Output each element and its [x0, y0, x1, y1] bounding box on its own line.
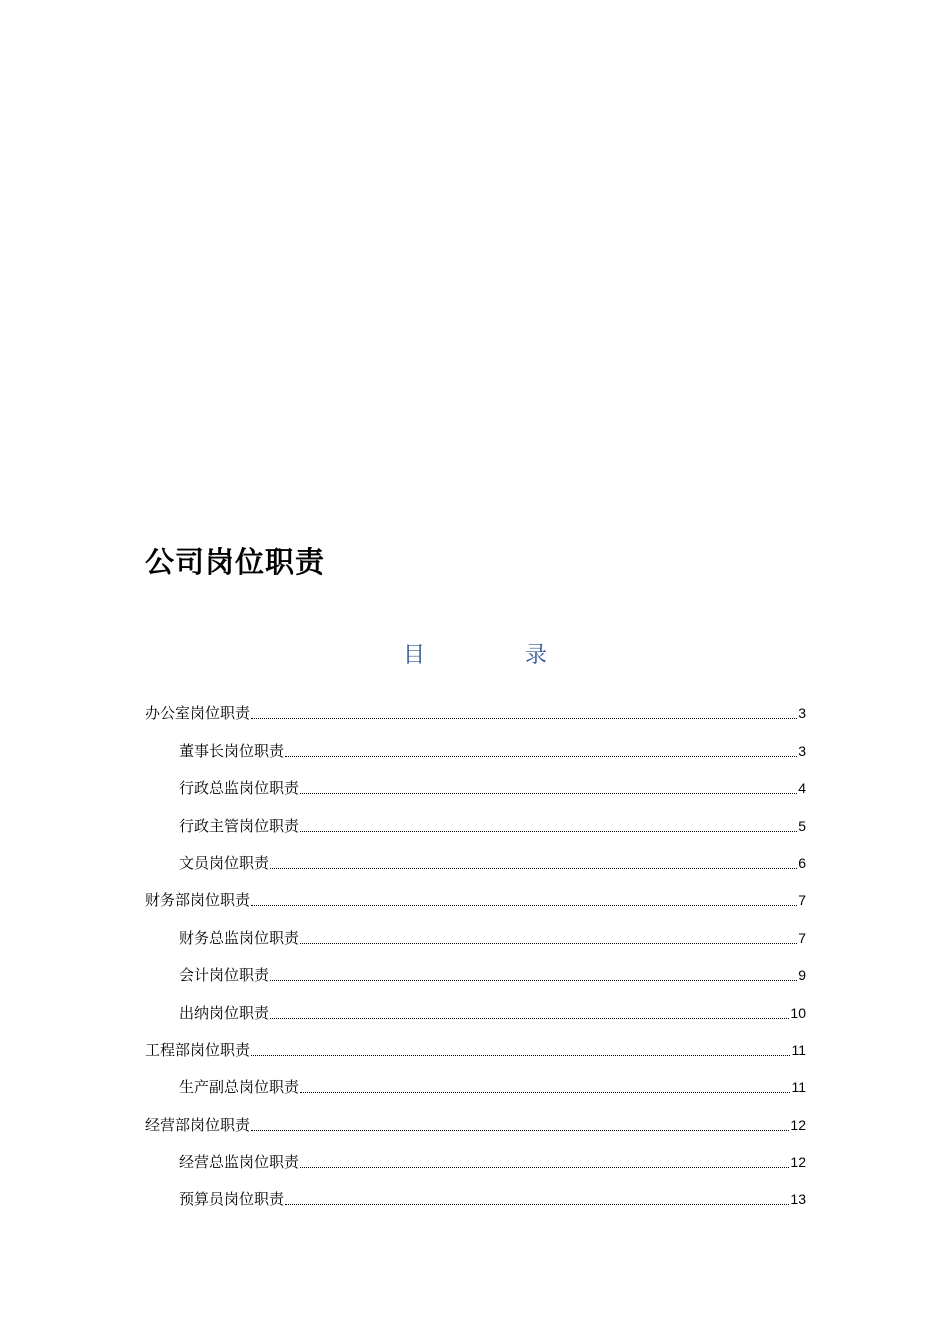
toc-dot-leader	[251, 1055, 790, 1056]
toc-dot-leader	[300, 1092, 790, 1093]
toc-entry-label: 会计岗位职责	[179, 966, 270, 985]
toc-entry-label: 文员岗位职责	[179, 853, 270, 872]
toc-dot-leader	[300, 831, 797, 832]
toc-entry[interactable]	[145, 910, 806, 947]
toc-entry-label: 财务部岗位职责	[145, 891, 251, 910]
toc-entry[interactable]	[145, 723, 806, 760]
toc-dot-leader	[270, 980, 797, 981]
toc-entry[interactable]	[145, 1097, 806, 1134]
toc-entry-page-number: 11	[791, 1079, 806, 1096]
toc-dot-leader	[251, 905, 797, 906]
toc-entry-page-number: 11	[791, 1041, 806, 1058]
toc-entry-label: 生产副总岗位职责	[179, 1078, 300, 1097]
toc-entry[interactable]	[145, 1023, 806, 1060]
toc-entry-label: 经营总监岗位职责	[179, 1153, 300, 1172]
toc-entry-label: 办公室岗位职责	[145, 704, 251, 723]
toc-entry-page-number: 7	[798, 892, 806, 909]
toc-entry-label: 工程部岗位职责	[145, 1040, 251, 1059]
toc-entry-label: 行政主管岗位职责	[179, 816, 300, 835]
toc-entry-page-number: 7	[798, 929, 806, 946]
toc-entry[interactable]	[145, 798, 806, 835]
toc-dot-leader	[251, 1130, 789, 1131]
toc-dot-leader	[300, 943, 797, 944]
toc-dot-leader	[251, 718, 797, 719]
toc-entry-page-number: 4	[798, 780, 806, 797]
toc-entry-page-number: 3	[798, 742, 806, 759]
toc-heading-char-1: 目	[403, 643, 426, 668]
toc-heading	[0, 640, 950, 672]
document-title: 公司岗位职责	[145, 545, 326, 579]
toc-entry[interactable]	[145, 948, 806, 985]
table-of-contents	[145, 686, 806, 1209]
toc-entry-label: 预算员岗位职责	[179, 1190, 285, 1209]
toc-entry[interactable]	[145, 1172, 806, 1209]
toc-entry[interactable]	[145, 985, 806, 1022]
toc-entry-label: 董事长岗位职责	[179, 741, 285, 760]
toc-entry-page-number: 6	[798, 854, 806, 871]
toc-entry[interactable]	[145, 1060, 806, 1097]
toc-entry-page-number: 12	[790, 1116, 806, 1133]
toc-entry-label: 财务总监岗位职责	[179, 928, 300, 947]
toc-entry[interactable]	[145, 761, 806, 798]
toc-entry-label: 行政总监岗位职责	[179, 779, 300, 798]
toc-dot-leader	[300, 1167, 789, 1168]
toc-entry-label: 出纳岗位职责	[179, 1003, 270, 1022]
toc-dot-leader	[285, 756, 797, 757]
toc-entry-page-number: 10	[790, 1004, 806, 1021]
toc-entry[interactable]	[145, 1135, 806, 1172]
toc-entry[interactable]	[145, 836, 806, 873]
toc-entry-page-number: 3	[798, 705, 806, 722]
toc-entry-page-number: 12	[790, 1154, 806, 1171]
toc-heading-char-2: 录	[525, 643, 548, 668]
toc-entry[interactable]	[145, 686, 806, 723]
toc-entry[interactable]	[145, 873, 806, 910]
toc-entry-label: 经营部岗位职责	[145, 1115, 251, 1134]
toc-dot-leader	[270, 1018, 789, 1019]
toc-entry-page-number: 9	[798, 967, 806, 984]
toc-dot-leader	[270, 868, 797, 869]
toc-dot-leader	[300, 793, 797, 794]
toc-dot-leader	[285, 1204, 789, 1205]
toc-entry-page-number: 5	[798, 817, 806, 834]
toc-entry-page-number: 13	[790, 1191, 806, 1208]
